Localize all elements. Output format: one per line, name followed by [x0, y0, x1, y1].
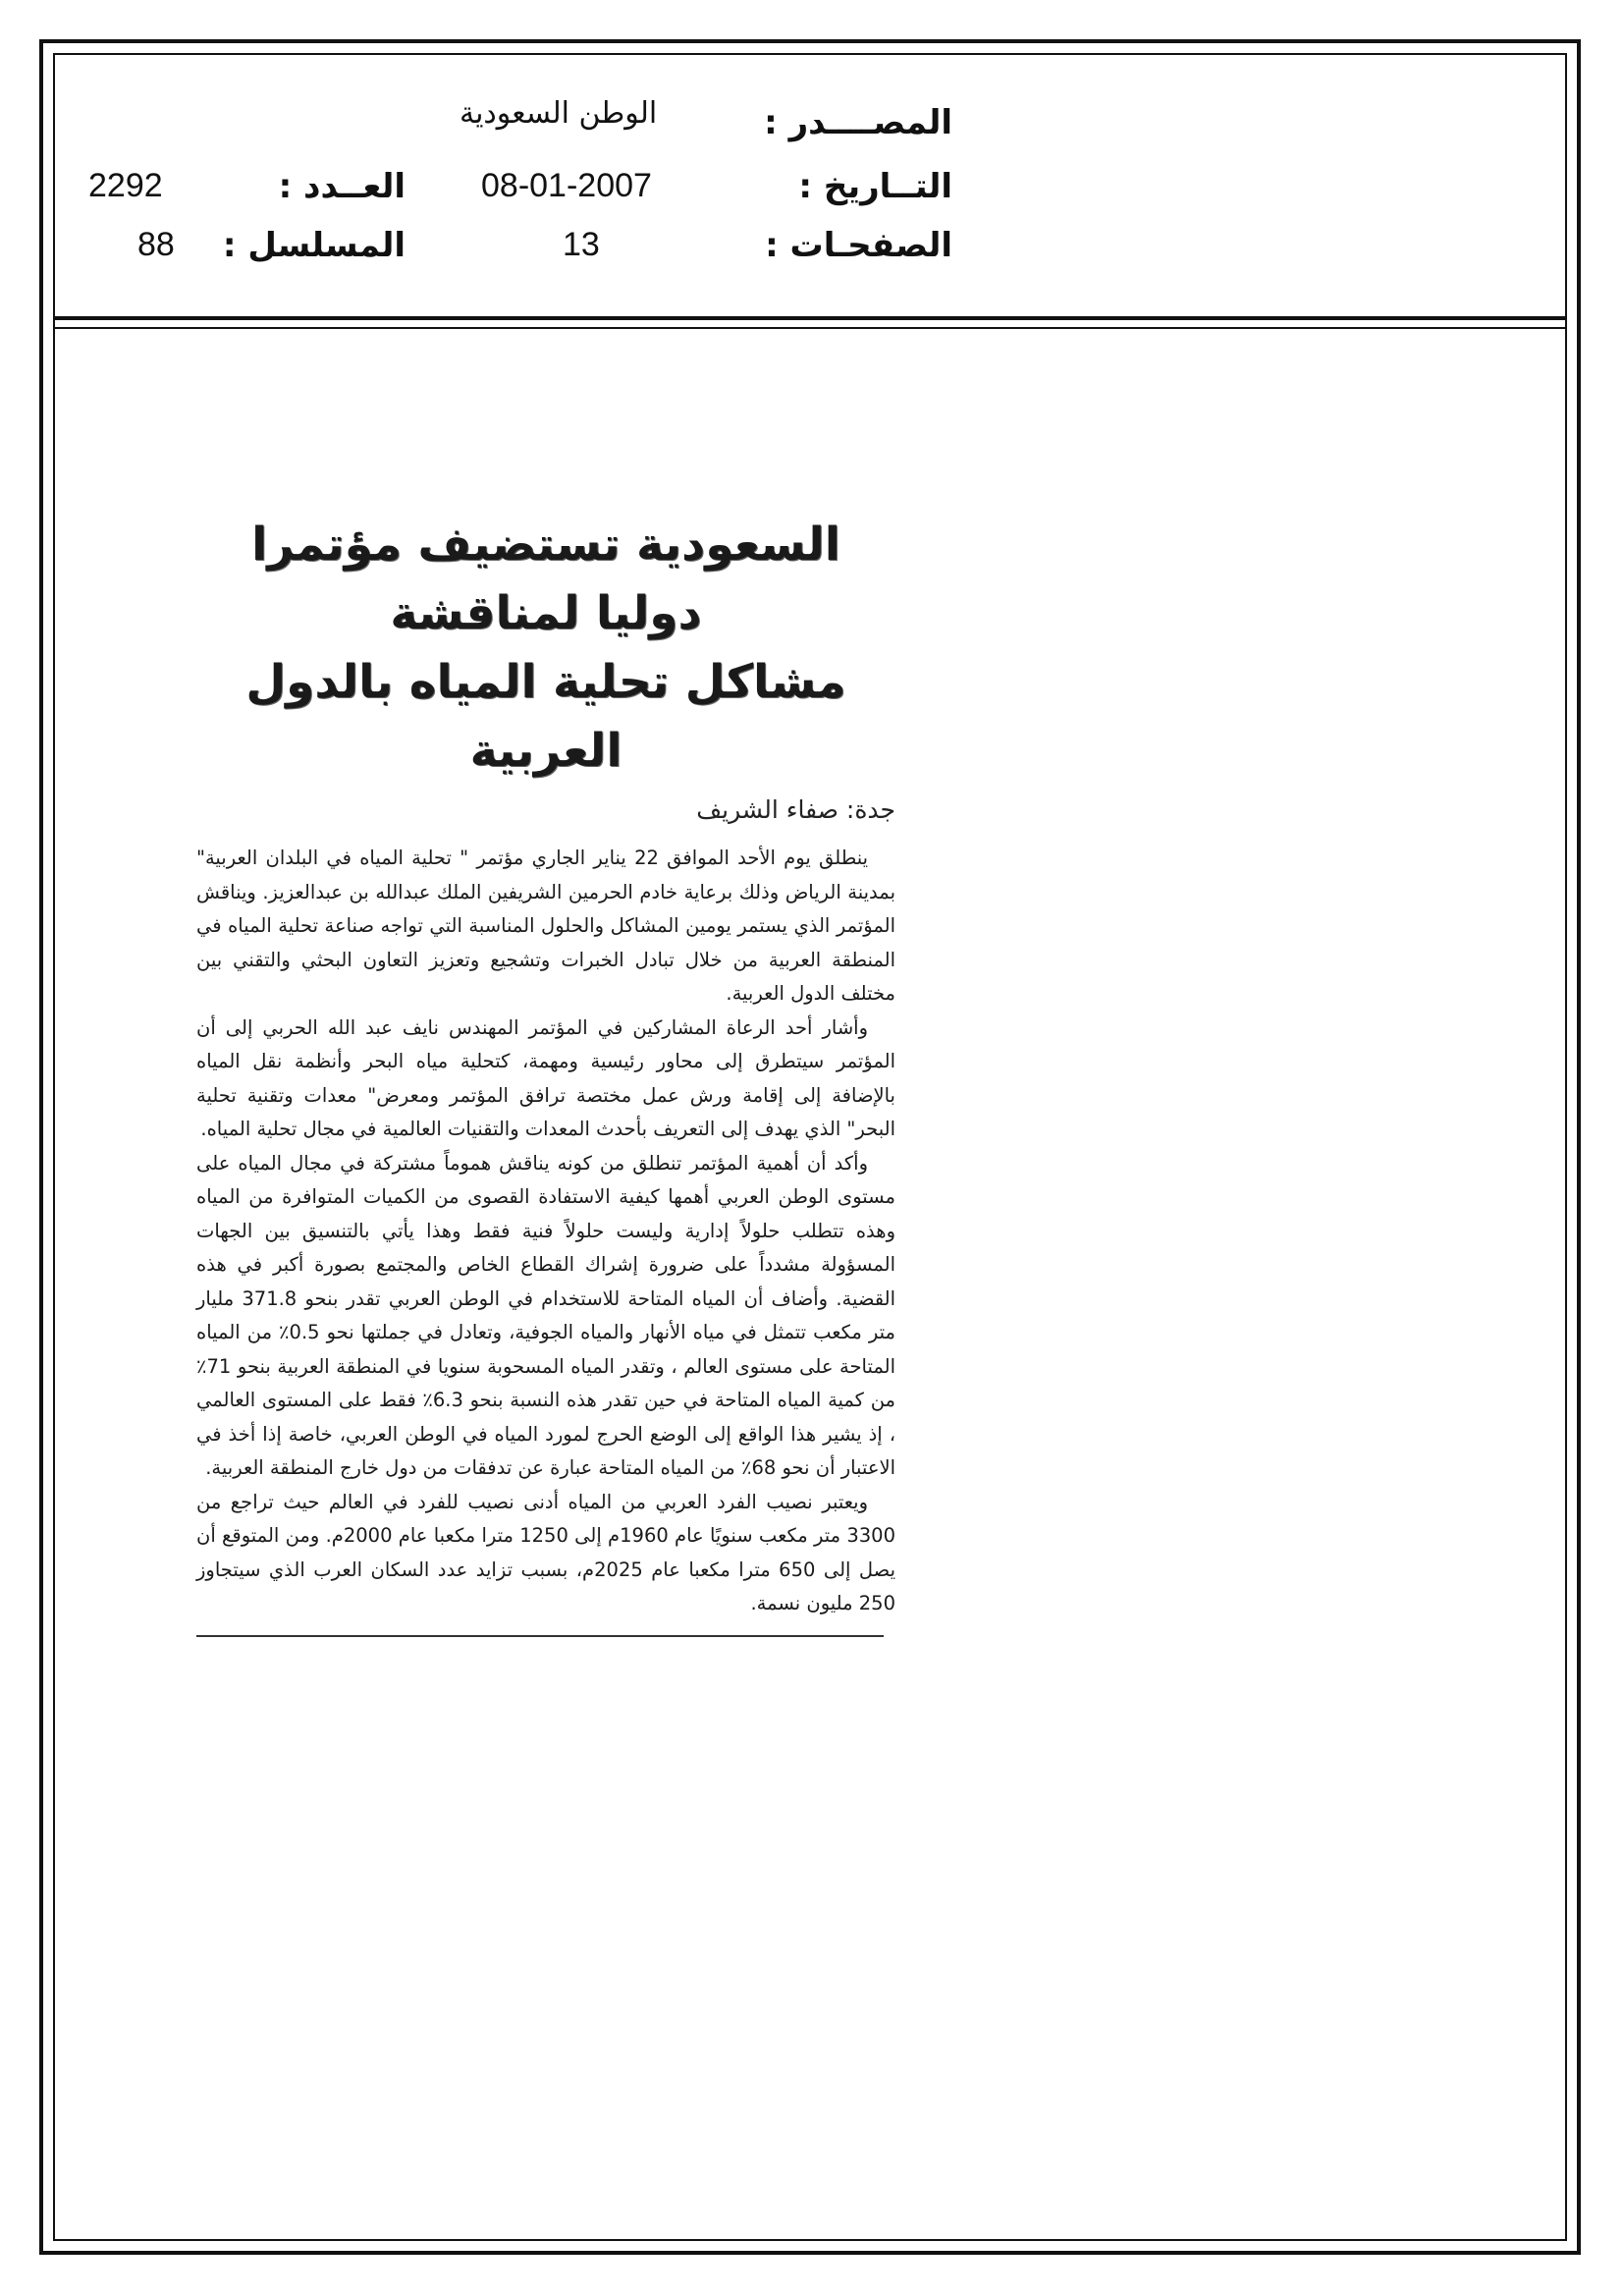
header-divider-thin	[53, 327, 1567, 329]
headline-line-2: مشاكل تحلية المياه بالدول العربية	[245, 655, 846, 778]
issue-label: العــدد :	[278, 167, 406, 206]
pages-label: الصفحـات :	[765, 226, 952, 265]
header-divider	[53, 316, 1567, 320]
headline-line-1: السعودية تستضيف مؤتمرا دوليا لمناقشة	[251, 518, 840, 640]
date-label: التــاريخ :	[798, 167, 952, 206]
article-paragraph-1: ينطلق يوم الأحد الموافق 22 يناير الجاري مؤتمر " تحلية المياه في البلدان العربية" بمدينة الرياض وذلك برعاية خادم الحرمين الشريفين الملك عبدالله بن عبدالعزيز. ويناقش المؤتمر الذي يستمر يومين المشاكل والحلول المناسبة التي تواجه صناعة تحلية المياه في المنطقة العربية من خلال تبادل الخبرات وتشجيع وتعزيز التعاون البحثي والتقني بين مختلف الدول العربية.	[196, 847, 895, 1005]
source-label: المصــــدر :	[764, 103, 952, 142]
article-byline: جدة: صفاء الشريف	[696, 795, 895, 824]
article-paragraph-3: وأكد أن أهمية المؤتمر تنطلق من كونه يناقش هموماً مشتركة في مجال المياه على مستوى الوطن العربي أهمها كيفية الاستفادة القصوى من الكميات المتوافرة من المياه وهذه تتطلب حلولاً إدارية وليست حلولاً فنية فقط وهذا يأتي بالتنسيق بين الجهات المسؤولة مشدداً على ضرورة إشراك القطاع الخاص والمجتمع بصورة أكبر في هذه القضية. وأضاف أن المياه المتاحة للاستخدام في الوطن العربي تقدر بنحو 371.8 مليار متر مكعب تتمثل في مياه الأنهار والمياه الجوفية، وتعادل في جملتها نحو 0.5٪ من المياه المتاحة على مستوى العالم ، وتقدر المياه المسحوبة سنويا في المنطقة العربية بنحو 71٪ من كمية المياه المتاحة في حين تقدر هذه النسبة بنحو 6.3٪ فقط على المستوى العالمي ، إذ يشير هذا الواقع إلى الوضع الحرج لمورد المياه في الوطن العربي، خاصة إذا أخذ في الاعتبار أن نحو 68٪ من المياه المتاحة عبارة عن تدفقات من دول خارج المنطقة العربية.	[196, 1151, 896, 1479]
article-headline	[196, 511, 895, 786]
serial-label: المسلسل :	[222, 226, 406, 265]
article-end-rule	[196, 1635, 884, 1637]
article-clipping	[196, 511, 895, 1637]
serial-value: 88	[137, 226, 175, 263]
article-paragraph-2: وأشار أحد الرعاة المشاركين في المؤتمر المهندس نايف عبد الله الحربي إلى أن المؤتمر سيتطرق إلى محاور رئيسية ومهمة، كتحلية مياه البحر وأنظمة نقل المياه بالإضافة إلى إقامة ورش عمل مختصة ترافق المؤتمر ومعرض" معدات وتقنية تحلية البحر" الذي يهدف إلى التعريف بأحدث المعدات والتقنيات العالمية في مجال تحلية المياه.	[196, 1015, 895, 1140]
pages-value: 13	[563, 226, 600, 263]
source-value: الوطن السعودية	[460, 96, 658, 131]
article-paragraph-4: ويعتبر نصيب الفرد العربي من المياه أدنى نصيب للفرد في العالم حيث تراجع من 3300 متر مكعب سنويًا عام 1960م إلى 1250 مترا مكعبا عام 2000م. ومن المتوقع أن يصل إلى 650 مترا مكعبا عام 2025م، بسبب تزايد عدد السكان العرب الذي سيتجاوز 250 مليون نسمة.	[196, 1490, 895, 1614]
date-value: 08-01-2007	[481, 167, 652, 204]
issue-value: 2292	[88, 167, 163, 204]
